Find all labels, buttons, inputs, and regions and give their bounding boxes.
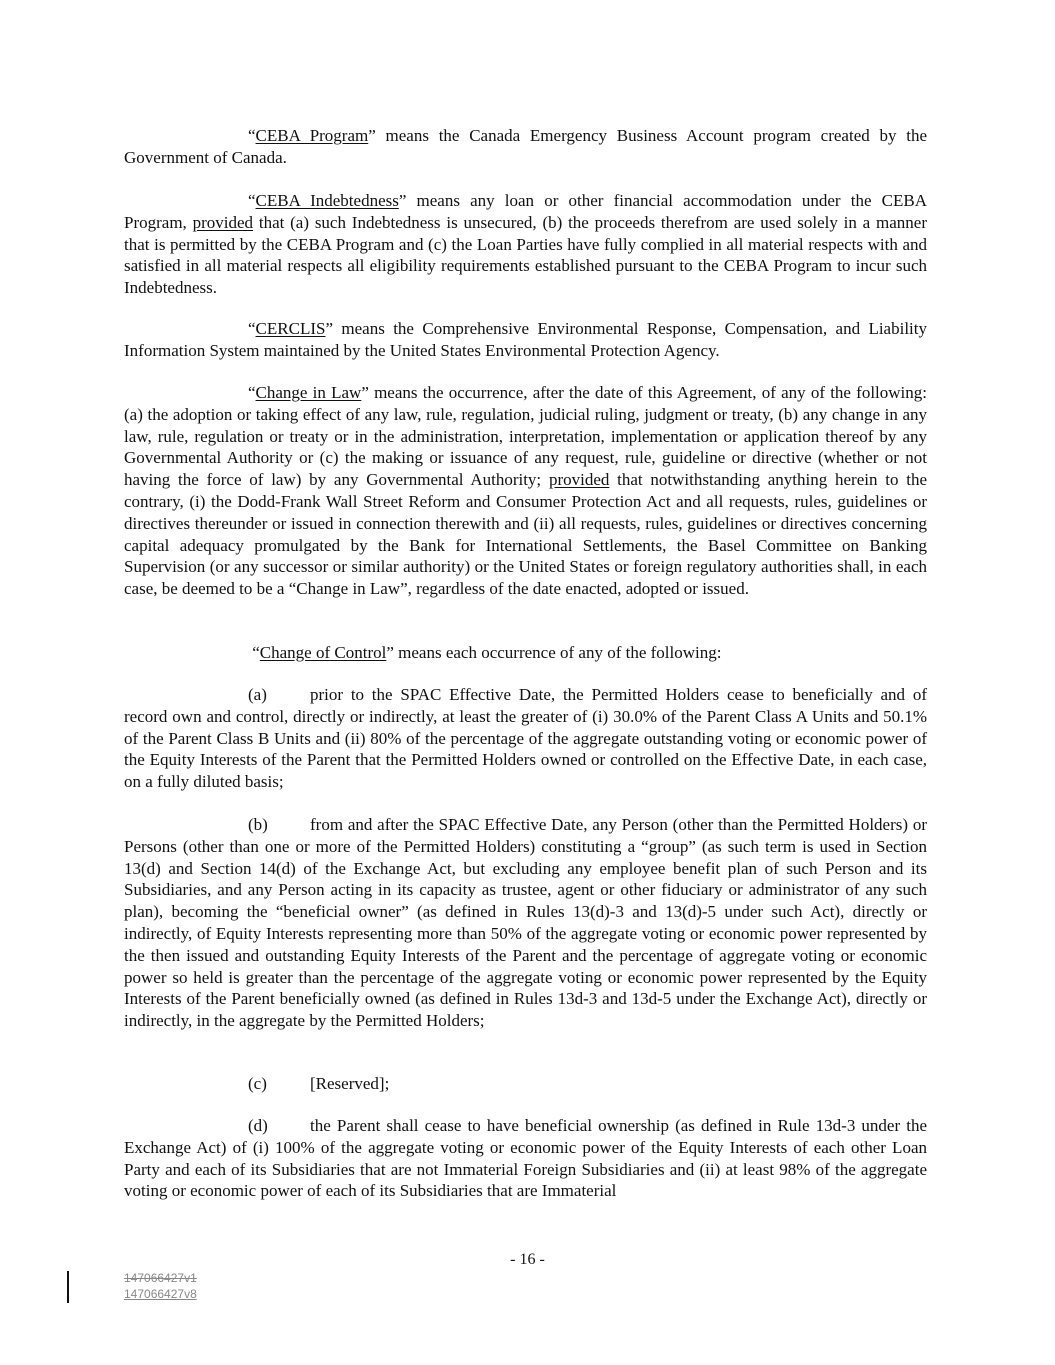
clause-label: (d) [248,1116,268,1135]
definition-cerclis: “CERCLIS” means the Comprehensive Environmental Response, Compensation, and Liability Information System maintained by the United States Environmental Protection Agency. [124,319,927,360]
defined-term: Change in Law [255,383,362,402]
clause-label: (c) [248,1074,267,1093]
change-bar [67,1271,69,1303]
provided-term: provided [548,470,610,490]
clause-label: (b) [248,815,268,834]
defined-term: CERCLIS [255,319,326,338]
page-number: - 16 - [510,1251,545,1268]
clause-d: (d) the Parent shall cease to have beneficial ownership (as defined in Rule 13d-3 under the Exchange Act) of (i) 100% of the aggregate voting or economic power of the Equity Interests of each other Loan Party and each of its Subsidiaries that are not Immaterial Foreign Subsidiaries and (ii) at least 98% of the aggregate voting or economic power of each of its Subsidiaries that are Immaterial [124,1116,927,1201]
defined-term: CEBA Program [255,126,369,145]
definition-change-of-control: “Change of Control” means each occurrence of any of the following: [248,643,722,662]
clause-c: (c) [Reserved]; [248,1074,390,1093]
defined-term: Change of Control [259,643,387,662]
definition-ceba-indebtedness: “CEBA Indebtedness” means any loan or other financial accommodation under the CEBA Program, provided that (a) such Indebtedness is unsecured, (b) the proceeds therefrom are used solely in a manner that is permitted by the CEBA Program and (c) the Loan Parties have fully complied in all material respects with and satisfied in all material respects all eligibility requirements established pursuant to the CEBA Program to incur such Indebtedness. [124,191,927,298]
clause-b: (b) from and after the SPAC Effective Date, any Person (other than the Permitted Holders) or Persons (other than one or more of the Permitted Holders) constituting a “group” (as such term is used in Section 13(d) and Section 14(d) of the Exchange Act, but excluding any employee benefit plan of such Person and its Subsidiaries, and any Person acting in its capacity as trustee, agent or other fiduciary or administrator of any such plan), becoming the “beneficial owner” (as defined in Rules 13(d)-3 and 13(d)-5 under such Act), directly or indirectly, of Equity Interests representing more than 50% of the aggregate voting or economic power represented by the then issued and outstanding Equity Interests of the Parent and the percentage of aggregate voting or economic power so held is greater than the percentage of the aggregate voting or economic power represented by the Equity Interests of the Parent beneficially owned (as defined in Rules 13d-3 and 13d-5 under the Exchange Act), directly or indirectly, in the aggregate by the Permitted Holders; [124,815,927,1031]
doc-id-deleted: 147066427v1 [124,1271,197,1285]
definition-ceba-program: “CEBA Program” means the Canada Emergency Business Account program created by the Government of Canada. [124,126,927,167]
provided-term: provided [192,212,254,232]
definition-change-in-law: “Change in Law” means the occurrence, after the date of this Agreement, of any of the following: (a) the adoption or taking effect of any law, rule, regulation, judicial ruling, judgment or treaty, (b) any change in any law, rule, regulation or treaty or in the administration, interpretation, implementation or application thereof by any Governmental Authority or (c) the making or issuance of any request, rule, guideline or directive (whether or not having the force of law) by any Governmental Authority; provided that notwithstanding anything herein to the contrary, (i) the Dodd-Frank Wall Street Reform and Consumer Protection Act and all requests, rules, guidelines or directives thereunder or issued in connection therewith and (ii) all requests, rules, guidelines or directives concerning capital adequacy promulgated by the Bank for International Settlements, the Basel Committee on Banking Supervision (or any successor or similar authority) or the United States or foreign regulatory authorities shall, in each case, be deemed to be a “Change in Law”, regardless of the date enacted, adopted or issued. [124,383,927,599]
defined-term: CEBA Indebtedness [255,191,399,210]
clause-label: (a) [248,685,267,704]
doc-id-inserted: 147066427v8 [124,1287,197,1301]
clause-a: (a) prior to the SPAC Effective Date, the Permitted Holders cease to beneficially and of record own and control, directly or indirectly, at least the greater of (i) 30.0% of the Parent Class A Units and 50.1% of the Parent Class B Units and (ii) 80% of the percentage of the aggregate outstanding voting or economic power of the Equity Interests of the Parent that the Permitted Holders owned or controlled on the Effective Date, in each case, on a fully diluted basis; [124,685,927,792]
